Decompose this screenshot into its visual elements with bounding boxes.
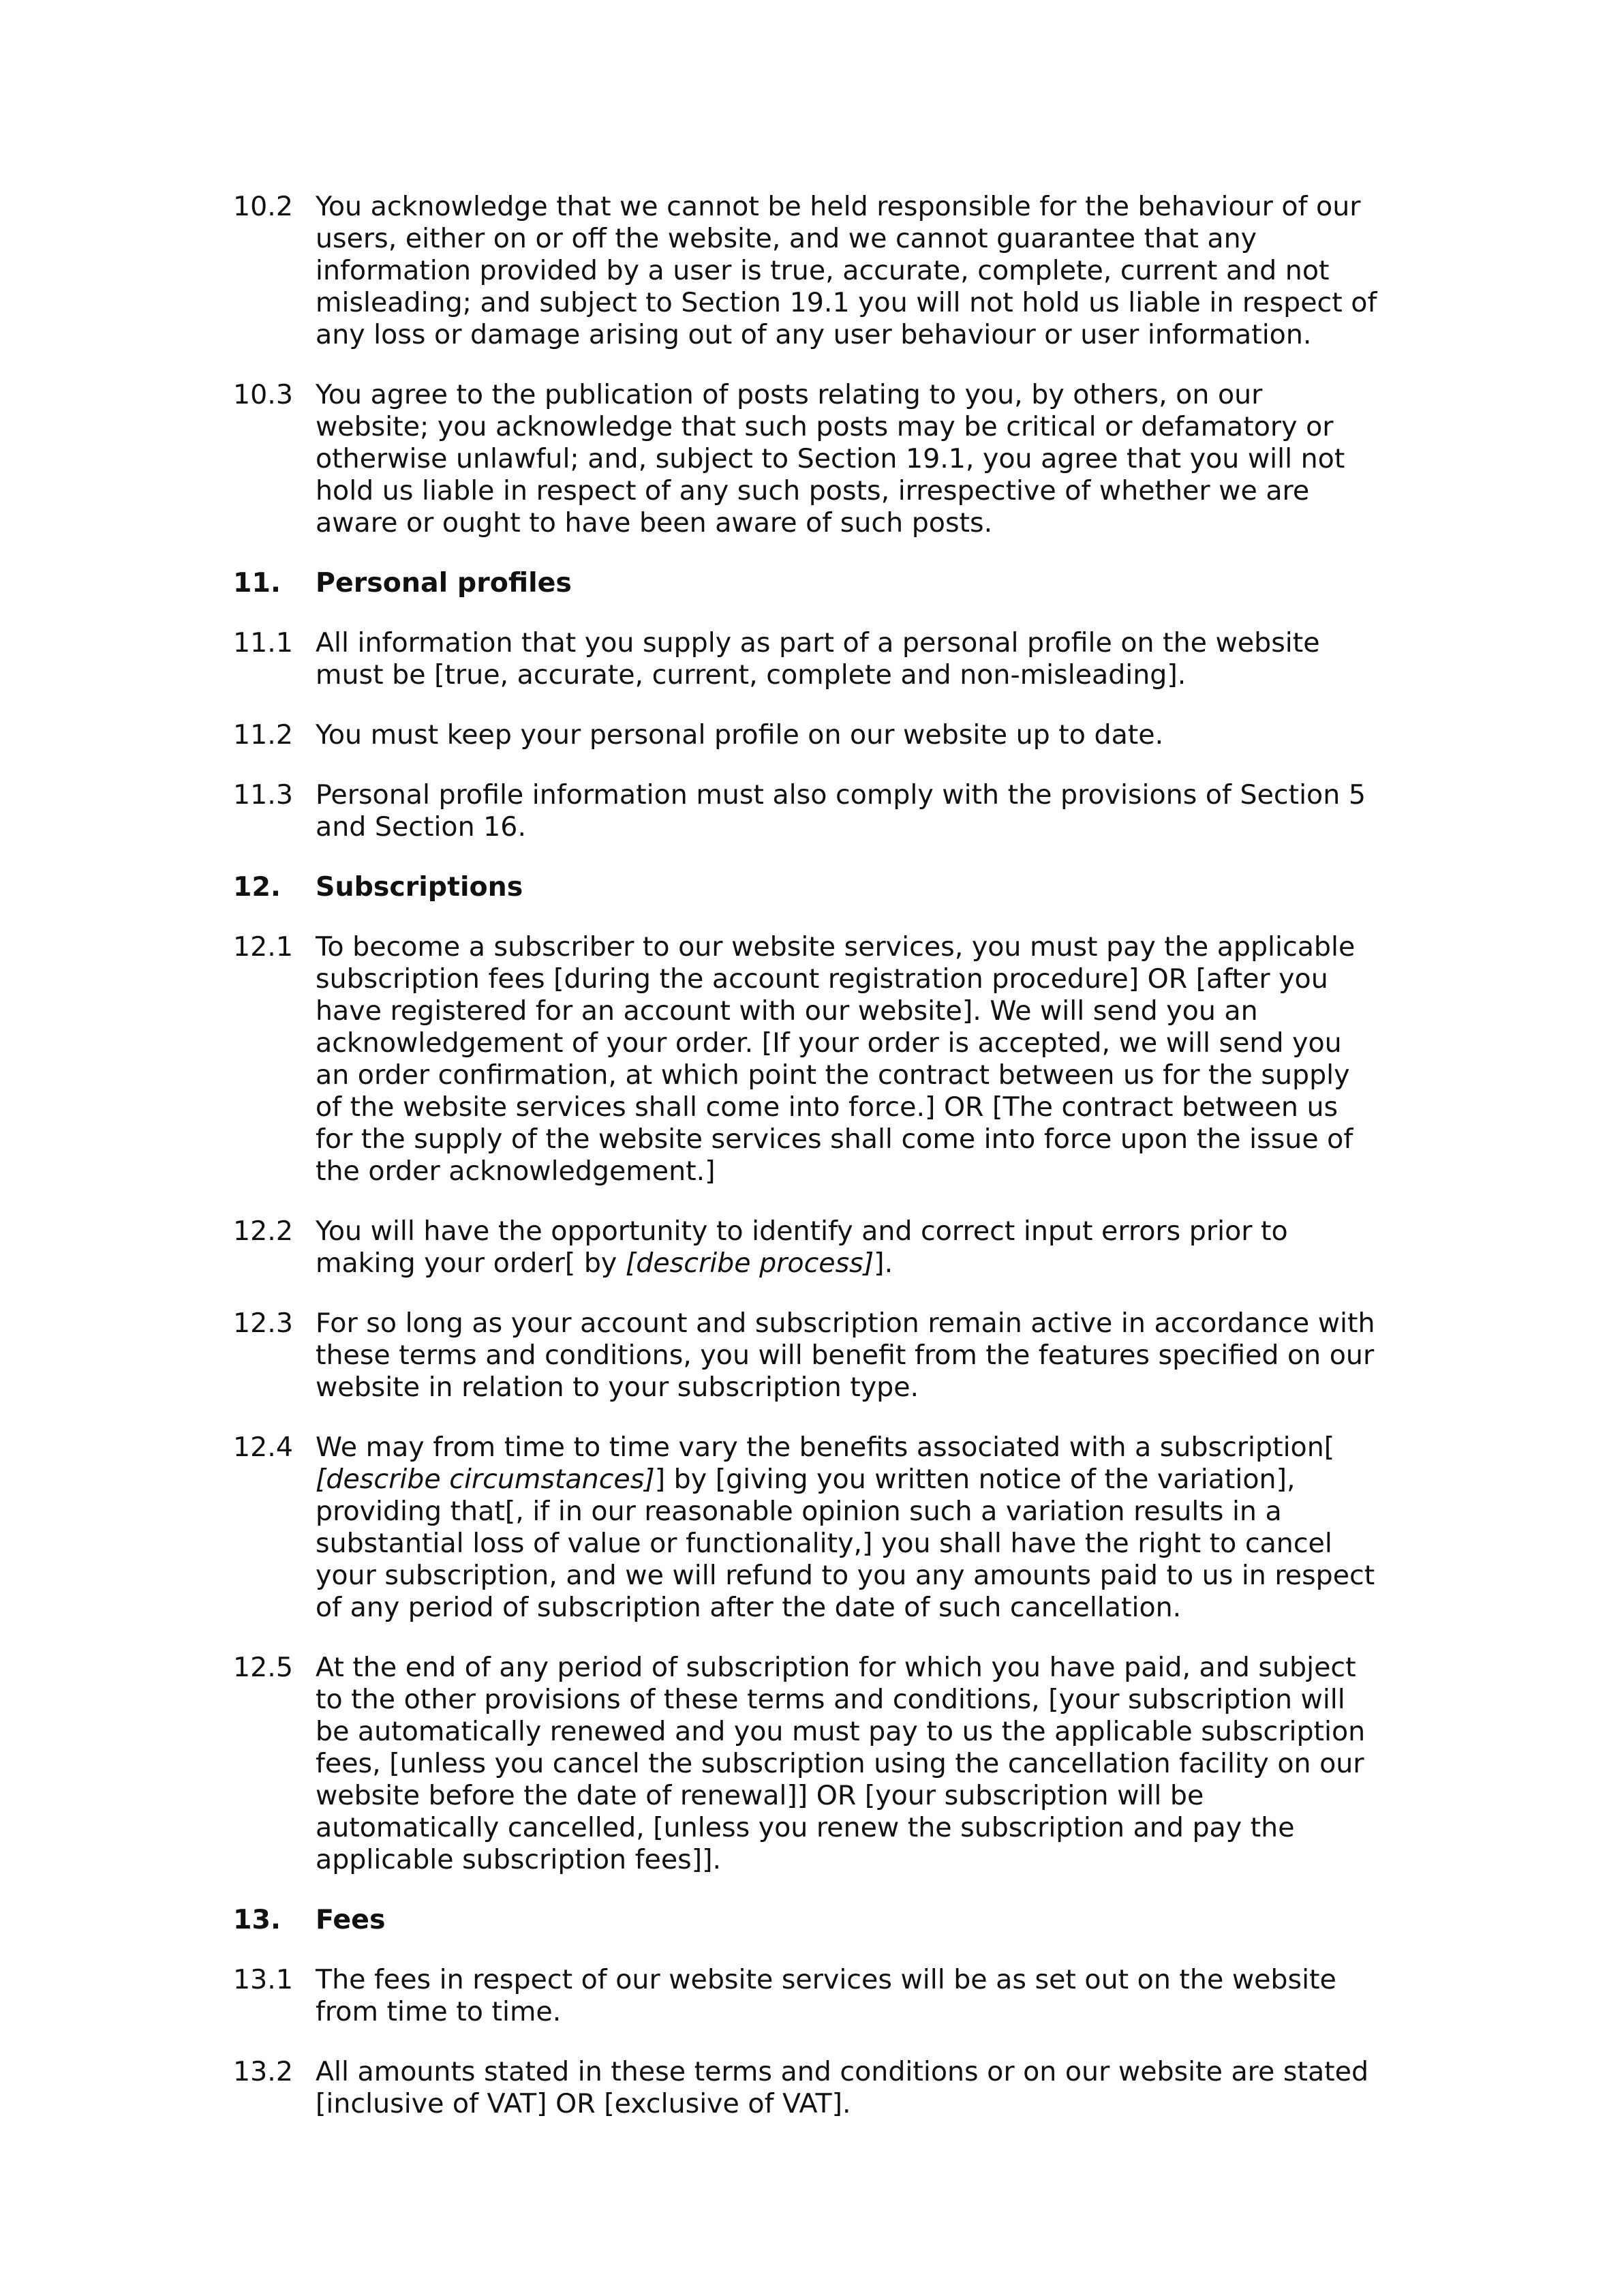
clause-text: [316, 1432, 1405, 1624]
clause-text: [316, 1215, 1405, 1280]
clause-line: automatically cancelled, [unless you renew the subscription and pay the: [316, 1812, 1295, 1843]
clause-text: [316, 379, 1405, 539]
clause-line: All amounts stated in these terms and conditions or on our website are stated: [316, 2056, 1369, 2087]
clause-number: 10.2: [233, 191, 293, 222]
clause-number: 11.3: [233, 779, 293, 811]
clause-line: misleading; and subject to Section 19.1 you will not hold us liable in respect of: [316, 287, 1377, 318]
clause-number: 11.1: [233, 627, 293, 659]
clause-line: You agree to the publication of posts relating to you, by others, on our: [316, 379, 1263, 410]
clause: [233, 191, 1405, 351]
clause: [233, 931, 1405, 1188]
placeholder-text: [describe circumstances]: [316, 1464, 655, 1495]
clause-line: and Section 16.: [316, 811, 526, 843]
clause-line: an order confirmation, at which point the contract between us for the supply: [316, 1059, 1350, 1091]
clause-line: otherwise unlawful; and, subject to Section 19.1, you agree that you will not: [316, 443, 1345, 474]
clause-number: 12.3: [233, 1308, 293, 1339]
clause-line: any loss or damage arising out of any user behaviour or user information.: [316, 319, 1312, 350]
clause-line: For so long as your account and subscription remain active in accordance with: [316, 1308, 1375, 1339]
clause-line: All information that you supply as part of a personal profile on the website: [316, 627, 1320, 659]
section-number: 11.: [233, 567, 281, 599]
clause-number: 11.2: [233, 719, 293, 751]
clause: [233, 1964, 1405, 2028]
clause-line: users, either on or off the website, and we cannot guarantee that any: [316, 223, 1257, 254]
clause-line: You acknowledge that we cannot be held responsible for the behaviour of our: [316, 191, 1361, 222]
clause-line: subscription fees [during the account registration procedure] OR [after you: [316, 963, 1328, 995]
clause-number: 12.1: [233, 931, 293, 963]
clause-line: of the website services shall come into force.] OR [The contract between us: [316, 1091, 1338, 1123]
clause-line: At the end of any period of subscription for which you have paid, and subject: [316, 1652, 1356, 1683]
clause: [233, 719, 1405, 751]
clause-text: [316, 191, 1405, 351]
clause: [233, 1308, 1405, 1404]
clause-line: aware or ought to have been aware of such posts.: [316, 507, 993, 539]
clause-segment: You will have the opportunity to identify and correct input errors prior to making your order[ by: [316, 1215, 1288, 1279]
clause: [233, 1652, 1405, 1876]
clause-line: fees, [unless you cancel the subscription using the cancellation facility on our: [316, 1748, 1364, 1779]
section-heading: [233, 871, 1405, 903]
clause: [233, 2056, 1405, 2120]
clause-text: [316, 2056, 1405, 2120]
placeholder-text: [describe process]: [625, 1248, 874, 1279]
clause-text: [316, 779, 1405, 843]
clause-line: hold us liable in respect of any such posts, irrespective of whether we are: [316, 475, 1310, 507]
clause-number: 12.2: [233, 1215, 293, 1247]
clause-segment: We may from time to time vary the benefits associated with a subscription[: [316, 1432, 1335, 1463]
clause: [233, 627, 1405, 691]
section-title: Fees: [316, 1904, 386, 1935]
clause-line: for the supply of the website services shall come into force upon the issue of: [316, 1123, 1353, 1155]
clause-segment: ] by [giving you written notice of the variation], providing that[, if in our reasonable opinion such a variation results in a substantial loss of value or functionality,] you shall have the right to cancel your subscription, and we will refund to you any amounts paid to us in respect of any period of subscription after the date of such cancellation.: [316, 1464, 1375, 1623]
clause-number: 12.5: [233, 1652, 293, 1683]
clause-line: must be [true, accurate, current, complete and non-misleading].: [316, 659, 1187, 691]
clause-line: website in relation to your subscription type.: [316, 1372, 919, 1403]
clause-line: applicable subscription fees]].: [316, 1844, 722, 1875]
section-number: 13.: [233, 1904, 281, 1935]
clause-line: acknowledgement of your order. [If your order is accepted, we will send you: [316, 1027, 1342, 1059]
clause-line: to the other provisions of these terms and conditions, [your subscription will: [316, 1684, 1345, 1715]
clause-number: 10.3: [233, 379, 293, 410]
clause-line: website before the date of renewal]] OR [your subscription will be: [316, 1780, 1204, 1811]
section-title: Personal profiles: [316, 567, 572, 599]
clause-number: 13.2: [233, 2056, 293, 2087]
clause-line: website; you acknowledge that such posts may be critical or defamatory or: [316, 411, 1334, 442]
section-number: 12.: [233, 871, 281, 903]
clause: [233, 779, 1405, 843]
section-title: Subscriptions: [316, 871, 523, 903]
clause-number: 13.1: [233, 1964, 293, 1995]
section-heading: [233, 1904, 1405, 1936]
clause-text: [316, 719, 1405, 751]
clause-line: [inclusive of VAT] OR [exclusive of VAT].: [316, 2088, 851, 2119]
clause-line: information provided by a user is true, accurate, complete, current and not: [316, 255, 1330, 286]
section-heading: [233, 567, 1405, 599]
clause: [233, 1432, 1405, 1624]
clause-line: the order acknowledgement.]: [316, 1155, 716, 1187]
clause-segment: ].: [874, 1248, 893, 1279]
clause-line: The fees in respect of our website services will be as set out on the website: [316, 1964, 1336, 1995]
clause-line: You must keep your personal profile on our website up to date.: [316, 719, 1164, 751]
clause-text: [316, 1652, 1405, 1876]
clause-number: 12.4: [233, 1432, 293, 1463]
clause-text: [316, 931, 1405, 1188]
clause-line: be automatically renewed and you must pay to us the applicable subscription: [316, 1716, 1366, 1747]
clause-text: [316, 1308, 1405, 1404]
document-body: [233, 191, 1405, 2148]
clause: [233, 1215, 1405, 1280]
clause-text: [316, 1964, 1405, 2028]
clause-line: have registered for an account with our website]. We will send you an: [316, 995, 1258, 1027]
clause-line: from time to time.: [316, 1996, 562, 2027]
clause: [233, 379, 1405, 539]
clause-line: these terms and conditions, you will benefit from the features specified on our: [316, 1340, 1375, 1371]
clause-text: [316, 627, 1405, 691]
clause-line: To become a subscriber to our website services, you must pay the applicable: [316, 931, 1356, 963]
clause-line: Personal profile information must also comply with the provisions of Section 5: [316, 779, 1366, 811]
